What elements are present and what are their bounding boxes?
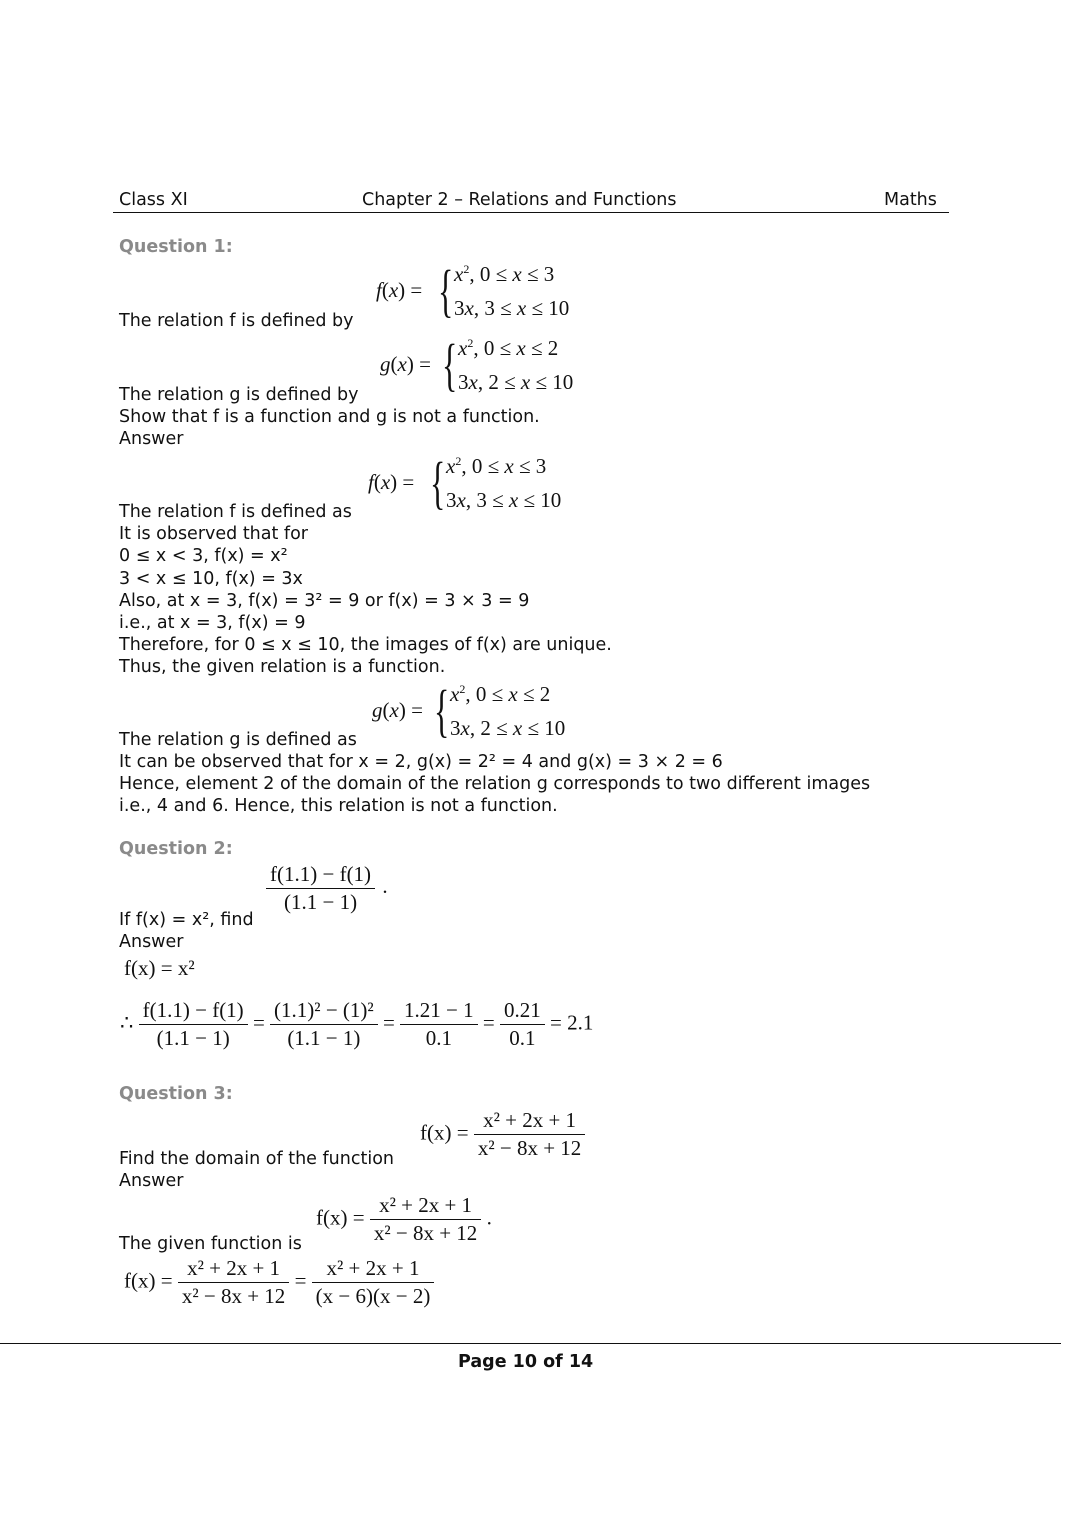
q1-line: 3 < x ≤ 10, f(x) = 3x xyxy=(119,569,303,589)
header-rule xyxy=(113,212,949,213)
q2-given: f(x) = x² xyxy=(124,956,195,980)
page-number: Page 10 of 14 xyxy=(458,1352,594,1372)
header-subject: Maths xyxy=(884,190,937,210)
q3-heading: Question 3: xyxy=(119,1084,233,1104)
q3-prompt: Find the domain of the function xyxy=(119,1149,395,1169)
footer-rule xyxy=(0,1343,1061,1344)
q1-f-defined-as: The relation f is defined as xyxy=(119,502,352,522)
q3-factored: f(x) = $\frac{\text{x² + 2x + 1}}{\text{x² − 8x + 12}}$ = $\frac{\text{x² + 2x + 1}}{(x - 6)(x - 2)}$ xyxy=(124,1256,434,1309)
q1-f-label: The relation f is defined by xyxy=(119,311,354,331)
header-class: Class XI xyxy=(119,190,188,210)
q1-heading: Question 1: xyxy=(119,237,233,257)
q1-line: i.e., at x = 3, f(x) = 9 xyxy=(119,613,306,633)
q1-task: Show that f is a function and g is not a function. xyxy=(119,407,540,427)
q2-working: ∴ $\frac{f(1.1) - f(1)}{(1.1 - 1)}$ = $\frac{\text{(1.1)² − (1)²}}{(1.1 - 1)}$ = $\frac{1.21 - 1}{0.1}$ = $\frac{0.21}{0.1}$ = 2.1 xyxy=(120,998,594,1050)
q1-line: Also, at x = 3, f(x) = 3² = 9 or f(x) = 3 × 3 = 9 xyxy=(119,591,530,611)
q1-line: 0 ≤ x < 3, f(x) = x² xyxy=(119,546,288,566)
q1-line: Thus, the given relation is a function. xyxy=(119,657,446,677)
q3-given-function: f(x) = $\frac{\text{x² + 2x + 1}}{\text{x² − 8x + 12}}$ . xyxy=(316,1193,492,1245)
q2-heading: Question 2: xyxy=(119,839,233,859)
q1-line: It can be observed that for x = 2, g(x) = 2² = 4 and g(x) = 3 × 2 = 6 xyxy=(119,752,723,772)
q3-function: f(x) = $\frac{\text{x² + 2x + 1}}{\text{x² − 8x + 12}}$ xyxy=(420,1108,585,1161)
q1-line: It is observed that for xyxy=(119,524,308,544)
q1-line: Therefore, for 0 ≤ x ≤ 10, the images of f(x) are unique. xyxy=(119,635,612,655)
header-chapter: Chapter 2 – Relations and Functions xyxy=(362,190,677,210)
q2-answer-label: Answer xyxy=(119,932,184,952)
q2-expression: $\frac{f(1.1) - f(1)}{(1.1 - 1)}$ . xyxy=(266,862,388,915)
q3-given-label: The given function is xyxy=(119,1234,302,1254)
q1-g-label: The relation g is defined by xyxy=(119,385,359,405)
q3-answer-label: Answer xyxy=(119,1171,184,1191)
q1-answer-label: Answer xyxy=(119,429,184,449)
q2-prompt: If f(x) = x², find xyxy=(119,910,254,930)
q1-g-defined-as: The relation g is defined as xyxy=(119,730,357,750)
q1-line: Hence, element 2 of the domain of the relation g corresponds to two different images xyxy=(119,774,871,794)
q1-line: i.e., 4 and 6. Hence, this relation is not a function. xyxy=(119,796,558,816)
